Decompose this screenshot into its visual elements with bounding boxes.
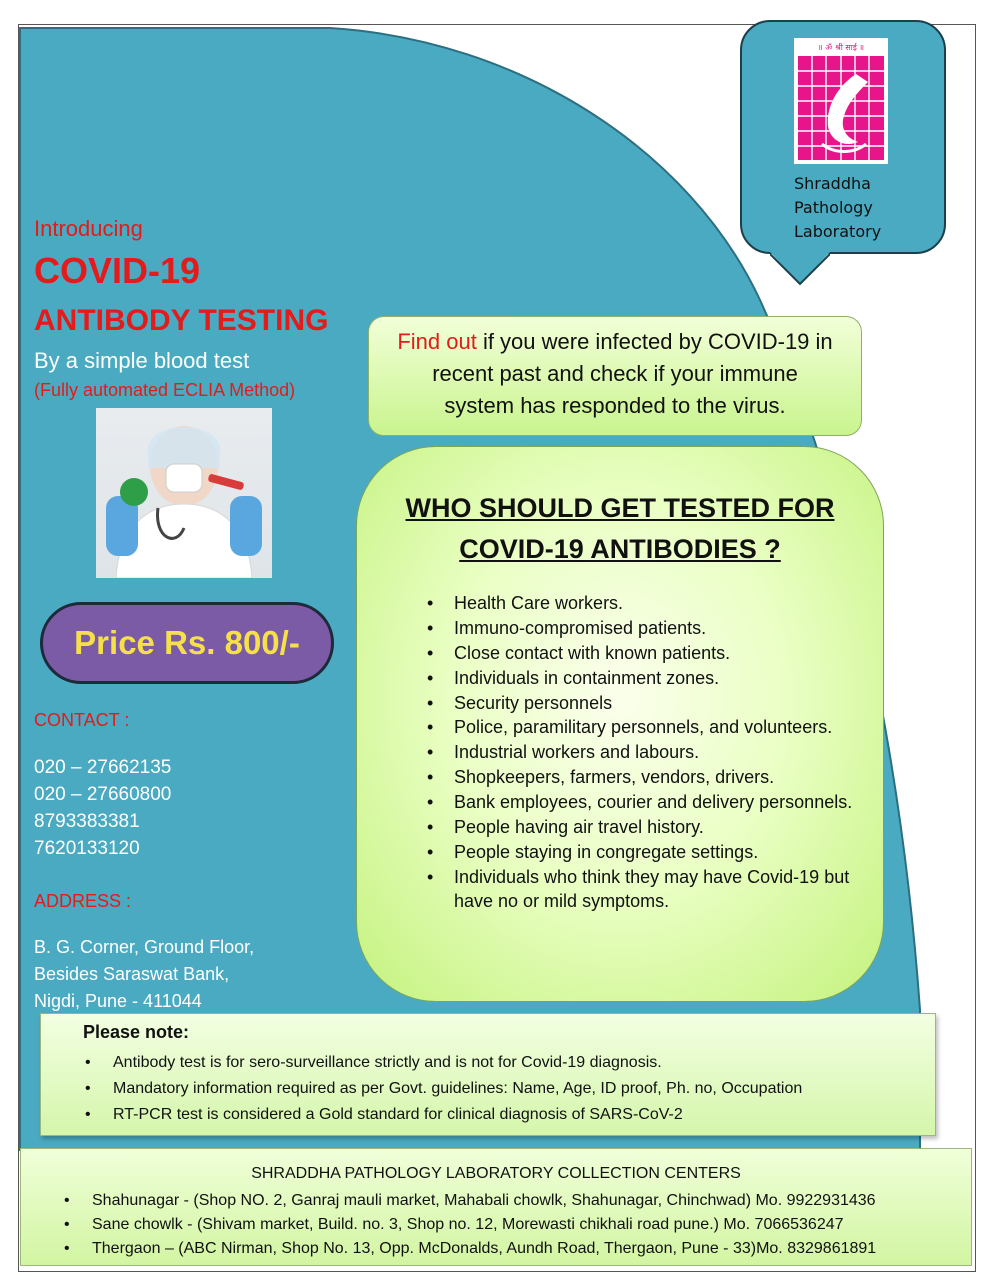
lab-name	[794, 172, 934, 244]
covid-title: COVID-19	[34, 250, 201, 291]
list-item: • Immuno-compromised patients.	[454, 616, 864, 641]
centers-list	[92, 1189, 876, 1261]
address-line: Besides Saraswat Bank,	[34, 964, 230, 984]
list-item: • Police, paramilitary personnels, and volunteers.	[454, 715, 864, 740]
lab-name-line: Laboratory	[794, 222, 882, 241]
list-item: • Individuals in containment zones.	[454, 666, 864, 691]
contact-phone-list	[34, 754, 171, 862]
introducing-label: Introducing	[34, 216, 143, 241]
address-line: Nigdi, Pune - 411044	[34, 991, 202, 1011]
list-item: • Health Care workers.	[454, 591, 864, 616]
address-heading: ADDRESS :	[34, 891, 132, 911]
find-out-line: recent past and check if your immune	[432, 361, 798, 386]
find-out-highlight: Find out	[397, 329, 477, 354]
logo-top-text: ॥ ॐ श्री साई ॥	[817, 43, 865, 52]
note-list	[113, 1050, 802, 1128]
phone-number: 020 – 27662135	[34, 757, 172, 778]
list-item: • RT-PCR test is considered a Gold standard for clinical diagnosis of SARS-CoV-2	[113, 1102, 802, 1128]
who-should-get-tested-box	[356, 446, 884, 1002]
collection-centers-box	[20, 1148, 972, 1266]
find-out-line	[369, 326, 861, 358]
bubble-tail	[770, 252, 830, 286]
please-note-heading: Please note:	[83, 1022, 190, 1042]
price-badge	[40, 602, 334, 684]
find-out-box	[368, 316, 862, 436]
lab-logo	[794, 38, 888, 164]
price-text: Price Rs. 800/-	[74, 624, 300, 661]
list-item: • Shahunagar - (Shop NO. 2, Ganraj mauli market, Mahabali chowlk, Shahunagar, Chinchwad) Mo. 9922931436	[92, 1189, 876, 1213]
list-item: • Bank employees, courier and delivery personnels.	[454, 790, 864, 815]
collection-centers-heading: SHRADDHA PATHOLOGY LABORATORY COLLECTION CENTERS	[251, 1165, 741, 1182]
who-title-line: COVID-19 ANTIBODIES ?	[459, 534, 781, 564]
who-list	[454, 591, 864, 914]
find-out-line: system has responded to the virus.	[444, 393, 786, 418]
doctor-photo	[96, 408, 272, 578]
list-item: • Shopkeepers, farmers, vendors, drivers.	[454, 765, 864, 790]
list-item: • Security personnels	[454, 691, 864, 716]
logo-bubble	[740, 20, 946, 254]
find-out-line1-rest: if you were infected by COVID-19 in	[476, 329, 833, 354]
list-item: • Antibody test is for sero-surveillance strictly and is not for Covid-19 diagnosis.	[113, 1050, 802, 1076]
who-title-line: WHO SHOULD GET TESTED FOR	[405, 493, 835, 523]
lab-name-line: Pathology	[794, 198, 873, 217]
list-item: • People having air travel history.	[454, 815, 864, 840]
list-item: • People staying in congregate settings.	[454, 840, 864, 865]
list-item: • Close contact with known patients.	[454, 641, 864, 666]
blood-test-subtitle: By a simple blood test	[34, 348, 250, 373]
address-block	[34, 934, 254, 1015]
list-item: • Industrial workers and labours.	[454, 740, 864, 765]
please-note-box	[40, 1013, 936, 1136]
list-item: • Mandatory information required as per Govt. guidelines: Name, Age, ID proof, Ph. no, Occupation	[113, 1076, 802, 1102]
address-line: B. G. Corner, Ground Floor,	[34, 937, 255, 957]
antibody-testing-title: ANTIBODY TESTING	[34, 304, 329, 337]
phone-number: 8793383381	[34, 811, 140, 832]
logo-emblem-icon	[798, 56, 884, 160]
lab-name-line: Shraddha	[794, 174, 871, 193]
list-item: • Sane chowlk - (Shivam market, Build. no. 3, Shop no. 12, Morewasti chikhali road pune.) Mo. 7066536247	[92, 1213, 876, 1237]
list-item: • Thergaon – (ABC Nirman, Shop No. 13, Opp. McDonalds, Aundh Road, Thergaon, Pune - 33)Mo. 8329861891	[92, 1237, 876, 1261]
list-item: • Individuals who think they may have Covid-19 but have no or mild symptoms.	[454, 865, 864, 914]
contact-heading: CONTACT :	[34, 710, 130, 730]
phone-number: 020 – 27660800	[34, 784, 172, 805]
eclia-method: (Fully automated ECLIA Method)	[34, 380, 296, 400]
phone-number: 7620133120	[34, 838, 140, 859]
